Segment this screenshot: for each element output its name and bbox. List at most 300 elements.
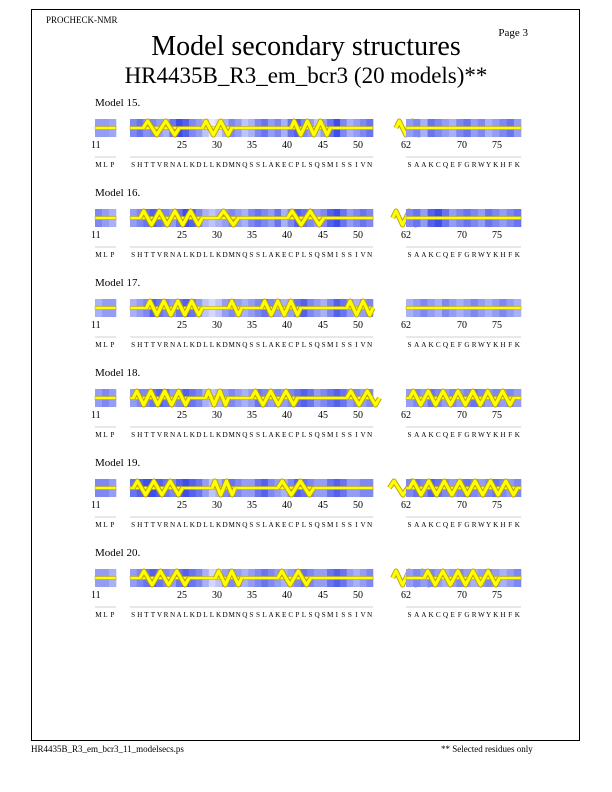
residue-number: 25 [177,230,187,241]
residue-letter: R [163,431,169,439]
residue-letter: Y [485,431,492,439]
residue-letter: I [355,611,358,619]
residue-letter: A [268,611,274,619]
residue-letter: E [450,611,456,619]
residue-letter: D [222,251,228,259]
residue-letter: T [144,611,149,619]
residue-number: 45 [318,140,328,151]
residue-letter: V [360,431,366,439]
residue-letter: S [308,161,313,169]
residue-letter: V [156,161,163,169]
residue-number: 11 [91,320,101,331]
residue-letter: P [110,341,115,349]
residue-letter: S [321,521,326,529]
coil-line [95,217,116,220]
residue-letter: H [137,431,143,439]
residue-letter: N [169,431,176,439]
residue-letter: C [288,161,294,169]
residue-letter: C [288,521,294,529]
residue-letter: H [137,251,143,259]
residue-letter: A [414,521,420,529]
residue-letter: M [228,611,236,619]
residue-number: 35 [247,590,257,601]
coil-line [406,217,521,220]
residue-letter: F [508,251,513,259]
residue-number: 25 [177,140,187,151]
residue-letter: C [288,611,294,619]
residue-letter: A [176,521,182,529]
residue-letter: H [137,521,143,529]
residue-letter: A [414,611,420,619]
residue-number: 30 [212,590,222,601]
residue-number: 62 [401,410,411,421]
residue-letter: F [508,341,513,349]
residue-letter: L [209,251,215,259]
residue-letter: S [407,341,412,349]
residue-letter: K [514,431,521,439]
residue-letter: I [335,161,339,169]
residue-letter: S [249,611,254,619]
residue-letter: L [203,611,208,619]
residue-letter: S [321,341,326,349]
residue-letter: D [196,161,202,169]
residue-letter: M [327,611,334,619]
residue-letter: W [477,611,485,619]
residue-letter: P [295,431,300,439]
residue-number: 30 [212,140,222,151]
residue-letter: N [169,341,176,349]
residue-letter: K [428,251,434,259]
residue-letter: A [421,251,427,259]
residue-letter: Q [442,611,449,619]
residue-letter: K [428,341,434,349]
residue-letter: S [407,521,412,529]
residue-letter: F [508,431,513,439]
residue-letter: Q [442,341,449,349]
residue-letter: N [235,611,242,619]
residue-letter: K [275,341,281,349]
residue-letter: F [508,611,513,619]
residue-letter: S [255,521,261,529]
residue-letter: G [464,611,470,619]
residue-letter: S [249,341,254,349]
coil-line [95,577,116,580]
coil-line [95,487,116,490]
residue-letter: T [150,251,156,259]
residue-letter: K [275,611,281,619]
residue-letter: I [355,521,358,529]
residue-letter: P [295,521,300,529]
residue-number: 75 [492,320,502,331]
residue-letter: V [156,341,163,349]
residue-letter: R [471,161,477,169]
residue-number: 50 [353,140,363,151]
residue-letter: M [95,341,102,349]
residue-letter: K [189,521,196,529]
residue-letter: M [228,341,236,349]
residue-letter: A [176,431,182,439]
residue-letter: P [110,161,115,169]
residue-number: 70 [457,230,467,241]
residue-number: 25 [177,410,187,421]
residue-number: 35 [247,320,257,331]
residue-letter: L [183,161,189,169]
residue-letter: V [156,611,163,619]
residue-letter: L [203,521,208,529]
residue-letter: H [500,521,506,529]
residue-letter: L [183,431,189,439]
residue-number: 50 [353,410,363,421]
model-label: Model 19. [95,457,141,469]
residue-number: 30 [212,230,222,241]
residue-number: 70 [457,140,467,151]
residue-letter: S [347,251,353,259]
residue-number: 40 [282,410,292,421]
residue-letter: R [163,521,169,529]
residue-letter: G [464,251,470,259]
residue-letter: Q [442,431,449,439]
residue-letter: M [95,161,102,169]
residue-letter: P [295,161,300,169]
residue-letter: F [457,611,463,619]
residue-letter: K [275,251,281,259]
residue-letter: A [421,431,427,439]
residue-letter: A [176,611,182,619]
coil-line [95,127,116,130]
residue-letter: R [471,341,477,349]
residue-letter: V [360,251,366,259]
residue-number: 45 [318,500,328,511]
residue-letter: D [222,611,228,619]
residue-letter: R [471,521,477,529]
residue-letter: I [335,341,339,349]
residue-letter: K [493,521,499,529]
residue-letter: R [163,341,169,349]
residue-letter: K [189,431,196,439]
residue-letter: M [327,161,334,169]
residue-number: 45 [318,320,328,331]
residue-letter: Q [242,611,248,619]
residue-letter: N [367,611,373,619]
residue-letter: Q [442,251,449,259]
residue-letter: K [428,521,434,529]
residue-letter: A [414,161,420,169]
coil-line [406,127,521,130]
residue-letter: S [308,521,313,529]
residue-number: 30 [212,320,222,331]
residue-letter: E [450,251,456,259]
residue-letter: L [301,521,307,529]
residue-letter: A [176,341,182,349]
residue-number: 62 [401,590,411,601]
residue-letter: K [514,521,521,529]
residue-letter: G [464,521,470,529]
residue-letter: H [500,251,506,259]
residue-letter: F [457,341,463,349]
residue-letter: A [268,521,274,529]
residue-letter: V [360,521,366,529]
residue-letter: H [137,341,143,349]
program-name: PROCHECK-NMR [46,15,118,25]
residue-number: 75 [492,140,502,151]
residue-letter: R [471,431,477,439]
residue-letter: K [493,251,499,259]
structure-track [0,111,612,181]
residue-number: 50 [353,230,363,241]
residue-letter: L [262,431,267,439]
residue-letter: Y [485,521,492,529]
residue-letter: Y [485,341,492,349]
residue-letter: E [282,341,287,349]
residue-letter: M [95,521,102,529]
structure-track [0,471,612,541]
residue-letter: K [493,611,499,619]
residue-number: 35 [247,230,257,241]
residue-letter: S [308,611,313,619]
residue-letter: L [262,251,267,259]
residue-letter: W [477,341,485,349]
residue-number: 25 [177,500,187,511]
residue-letter: N [367,251,373,259]
residue-letter: N [169,521,176,529]
residue-letter: L [103,431,108,439]
residue-letter: M [228,521,236,529]
residue-letter: L [183,341,189,349]
residue-letter: S [321,431,326,439]
residue-letter: A [268,251,274,259]
residue-number: 35 [247,410,257,421]
residue-letter: H [137,161,143,169]
residue-letter: S [407,611,412,619]
residue-letter: P [295,251,300,259]
residue-letter: R [163,611,169,619]
residue-letter: A [421,341,427,349]
model-label: Model 18. [95,367,141,379]
residue-letter: K [428,431,434,439]
residue-letter: S [341,431,346,439]
residue-letter: N [169,161,176,169]
residue-letter: K [189,611,196,619]
residue-letter: H [500,161,506,169]
residue-letter: A [176,161,182,169]
residue-letter: A [176,251,182,259]
residue-letter: D [196,251,202,259]
residue-letter: R [163,251,169,259]
residue-letter: D [196,341,202,349]
residue-letter: K [514,251,521,259]
footer-note: ** Selected residues only [441,744,533,754]
residue-letter: S [255,341,261,349]
residue-letter: D [222,161,228,169]
residue-letter: Q [242,431,248,439]
residue-letter: Y [485,611,492,619]
residue-letter: C [435,521,441,529]
residue-letter: F [457,521,463,529]
residue-number: 40 [282,230,292,241]
residue-letter: K [514,161,521,169]
residue-letter: S [347,611,353,619]
residue-letter: N [235,341,242,349]
residue-letter: S [347,341,353,349]
residue-letter: E [282,161,287,169]
residue-letter: S [308,251,313,259]
residue-letter: S [131,611,136,619]
residue-letter: M [327,341,334,349]
residue-letter: S [249,431,254,439]
residue-letter: M [228,161,236,169]
residue-letter: K [428,611,434,619]
residue-letter: I [335,611,339,619]
residue-letter: L [203,341,208,349]
residue-letter: K [514,341,521,349]
residue-letter: T [144,521,149,529]
residue-letter: S [255,611,261,619]
residue-letter: H [500,431,506,439]
residue-letter: S [249,521,254,529]
residue-letter: I [335,251,339,259]
residue-letter: S [321,611,326,619]
residue-letter: T [150,431,156,439]
residue-letter: I [355,431,358,439]
residue-letter: L [301,251,307,259]
residue-letter: I [355,341,358,349]
residue-letter: H [500,611,506,619]
residue-letter: G [464,431,470,439]
residue-letter: L [203,251,208,259]
residue-letter: P [295,341,300,349]
residue-number: 25 [177,590,187,601]
residue-letter: A [268,161,274,169]
residue-letter: S [308,431,313,439]
residue-letter: L [301,341,307,349]
residue-letter: K [275,161,281,169]
residue-letter: S [341,161,346,169]
residue-number: 11 [91,230,101,241]
residue-number: 11 [91,590,101,601]
residue-letter: K [189,161,196,169]
residue-letter: S [249,251,254,259]
residue-letter: Y [485,251,492,259]
residue-letter: W [477,431,485,439]
residue-letter: F [508,521,513,529]
model-label: Model 15. [95,97,141,109]
residue-letter: C [435,611,441,619]
residue-number: 11 [91,140,101,151]
coil-line [130,127,373,130]
model-label: Model 20. [95,547,141,559]
residue-letter: A [268,431,274,439]
residue-number: 70 [457,320,467,331]
residue-letter: Q [442,161,449,169]
residue-letter: K [493,431,499,439]
residue-letter: A [421,521,427,529]
residue-letter: L [203,161,208,169]
residue-letter: E [282,431,287,439]
residue-letter: L [209,431,215,439]
residue-letter: E [450,431,456,439]
residue-letter: Q [314,341,320,349]
residue-letter: N [367,431,373,439]
residue-letter: V [156,431,163,439]
residue-letter: S [347,431,353,439]
coil-line [95,397,116,400]
residue-letter: W [477,161,485,169]
residue-letter: D [222,431,228,439]
residue-letter: S [341,521,346,529]
residue-letter: K [215,431,222,439]
residue-letter: G [464,161,470,169]
residue-number: 30 [212,410,222,421]
residue-letter: K [215,161,222,169]
residue-letter: T [144,251,149,259]
residue-letter: D [222,341,228,349]
residue-number: 45 [318,230,328,241]
residue-letter: N [367,161,373,169]
residue-letter: K [215,251,222,259]
residue-letter: P [295,611,300,619]
residue-letter: M [95,431,102,439]
residue-number: 62 [401,320,411,331]
residue-letter: Q [314,161,320,169]
residue-letter: N [169,611,176,619]
residue-letter: A [421,161,427,169]
residue-letter: S [321,161,326,169]
page-number: Page 3 [498,27,528,39]
residue-letter: L [183,251,189,259]
residue-letter: P [110,611,115,619]
residue-letter: F [457,161,463,169]
residue-letter: Y [485,161,492,169]
residue-letter: S [341,611,346,619]
residue-number: 40 [282,140,292,151]
residue-letter: S [407,251,412,259]
residue-letter: M [95,611,102,619]
residue-letter: K [189,341,196,349]
residue-letter: A [268,341,274,349]
residue-letter: K [215,341,222,349]
residue-letter: F [457,251,463,259]
residue-letter: K [275,431,281,439]
residue-letter: W [477,521,485,529]
residue-letter: N [235,431,242,439]
residue-letter: D [196,431,202,439]
model-label: Model 17. [95,277,141,289]
residue-letter: N [235,251,242,259]
residue-letter: P [110,521,115,529]
residue-letter: K [215,521,222,529]
residue-letter: K [215,611,222,619]
residue-letter: A [414,431,420,439]
residue-letter: V [360,161,366,169]
residue-letter: M [228,431,236,439]
residue-letter: L [209,521,215,529]
residue-letter: T [144,431,149,439]
residue-letter: C [435,251,441,259]
residue-letter: S [131,251,136,259]
residue-letter: Q [314,251,320,259]
residue-number: 70 [457,410,467,421]
residue-number: 62 [401,500,411,511]
residue-letter: S [131,521,136,529]
residue-letter: M [228,251,236,259]
residue-letter: S [249,161,254,169]
residue-letter: D [196,611,202,619]
residue-letter: T [144,161,149,169]
residue-letter: K [189,251,196,259]
residue-number: 62 [401,230,411,241]
residue-letter: S [131,341,136,349]
residue-letter: F [508,161,513,169]
